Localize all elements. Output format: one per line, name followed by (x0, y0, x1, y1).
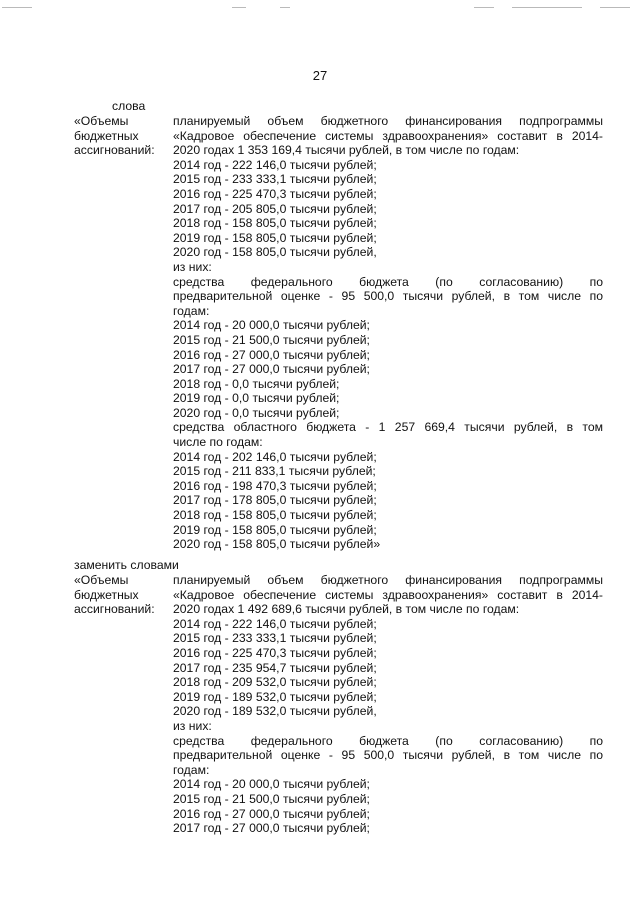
text-line: 2015 год - 233 333,1 тысячи рублей; (173, 172, 377, 187)
label-line: ассигнований: (74, 143, 155, 158)
text-line: числе по годам: (173, 435, 263, 450)
text-line: из них: (173, 718, 212, 733)
text-line: 2020 год - 158 805,0 тысячи рублей, (173, 245, 377, 260)
text-line: 2018 год - 158 805,0 тысячи рублей; (173, 216, 377, 231)
text-line: 2018 год - 158 805,0 тысячи рублей; (173, 508, 377, 523)
text-line: планируемый объем бюджетного финансирования подпрограммы (173, 114, 603, 128)
label-line: бюджетных (74, 587, 139, 602)
block-1-content (173, 114, 603, 552)
text-line: 2015 год - 21 500,0 тысячи рублей; (173, 791, 370, 806)
text-line: 2017 год - 178 805,0 тысячи рублей; (173, 493, 377, 508)
text-line: 2020 годах 1 353 169,4 тысячи рублей, в том числе по годам: (173, 143, 520, 158)
text-line: 2017 год - 27 000,0 тысячи рублей; (173, 821, 370, 836)
block-1-label (74, 114, 172, 158)
text-line: 2016 год - 225 470,3 тысячи рублей; (173, 186, 377, 201)
text-line: 2016 год - 225 470,3 тысячи рублей; (173, 645, 377, 660)
text-line: 2017 год - 235 954,7 тысячи рублей; (173, 660, 377, 675)
text-line: 2018 год - 0,0 тысячи рублей; (173, 376, 340, 391)
text-line: 2015 год - 21 500,0 тысячи рублей; (173, 332, 370, 347)
label-line: «Объемы (74, 114, 129, 128)
text-line: 2019 год - 158 805,0 тысячи рублей; (173, 230, 377, 245)
text-line: 2015 год - 233 333,1 тысячи рублей; (173, 631, 377, 646)
block-2-label (74, 573, 172, 617)
replace-word: заменить словами (74, 558, 179, 572)
text-line: 2014 год - 202 146,0 тысячи рублей; (173, 449, 377, 464)
text-line: планируемый объем бюджетного финансирования подпрограммы (173, 573, 603, 587)
text-line: «Кадровое обеспечение системы здравоохранения» составит в 2014- (173, 587, 603, 602)
label-line: бюджетных (74, 128, 139, 143)
page-number: 27 (312, 68, 328, 83)
label-line: «Объемы (74, 573, 129, 587)
text-line: из них: (173, 259, 212, 274)
text-line: годам: (173, 762, 210, 777)
text-line: 2016 год - 27 000,0 тысячи рублей; (173, 347, 370, 362)
text-line: 2019 год - 0,0 тысячи рублей; (173, 391, 340, 406)
text-line: 2014 год - 222 146,0 тысячи рублей; (173, 157, 377, 172)
text-line: 2016 год - 27 000,0 тысячи рублей; (173, 806, 370, 821)
text-line: 2015 год - 211 833,1 тысячи рублей; (173, 464, 376, 479)
text-line: 2020 год - 158 805,0 тысячи рублей» (173, 537, 381, 552)
text-line: 2020 год - 0,0 тысячи рублей; (173, 405, 340, 420)
text-line: 2018 год - 209 532,0 тысячи рублей; (173, 675, 377, 690)
block-2-content (173, 573, 603, 836)
text-line: «Кадровое обеспечение системы здравоохранения» составит в 2014- (173, 128, 603, 143)
text-line: 2017 год - 27 000,0 тысячи рублей; (173, 362, 370, 377)
text-line: средства федерального бюджета (по согласованию) по (173, 274, 603, 289)
text-line: 2020 год - 189 532,0 тысячи рублей, (173, 704, 377, 719)
label-line: ассигнований: (74, 602, 155, 617)
text-line: 2014 год - 20 000,0 тысячи рублей; (173, 318, 370, 333)
text-line: 2017 год - 205 805,0 тысячи рублей; (173, 201, 377, 216)
top-edge-rule (0, 7, 640, 8)
text-line: 2016 год - 198 470,3 тысячи рублей; (173, 478, 377, 493)
text-line: 2014 год - 20 000,0 тысячи рублей; (173, 777, 370, 792)
intro-word: слова (112, 99, 146, 113)
text-line: 2014 год - 222 146,0 тысячи рублей; (173, 616, 377, 631)
text-line: предварительной оценке - 95 500,0 тысячи рублей, в том числе по (173, 289, 603, 304)
text-line: годам: (173, 303, 210, 318)
text-line: 2019 год - 158 805,0 тысячи рублей; (173, 522, 377, 537)
text-line: средства областного бюджета - 1 257 669,4 тысячи рублей, в том (173, 420, 603, 435)
text-line: 2019 год - 189 532,0 тысячи рублей; (173, 689, 377, 704)
text-line: предварительной оценке - 95 500,0 тысячи рублей, в том числе по (173, 748, 603, 763)
text-line: 2020 годах 1 492 689,6 тысячи рублей, в том числе по годам: (173, 602, 520, 617)
text-line: средства федерального бюджета (по согласованию) по (173, 733, 603, 748)
